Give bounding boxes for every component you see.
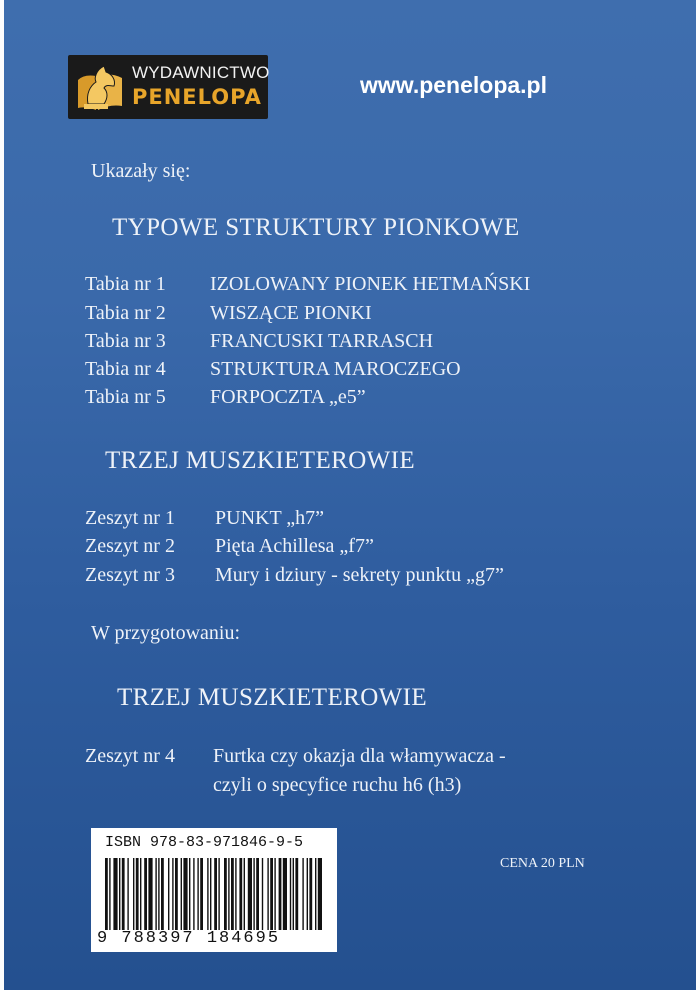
price-label: CENA 20 PLN [500, 856, 585, 871]
series3-item-title-line1: Furtka czy okazja dla włamywacza - [213, 745, 506, 767]
series1-item-title: FORPOCZTA „e5” [210, 386, 366, 408]
series1-item-label: Tabia nr 5 [85, 386, 166, 408]
series1-item-title: WISZĄCE PIONKI [210, 302, 372, 324]
series1-item-title: IZOLOWANY PIONEK HETMAŃSKI [210, 273, 531, 295]
series3-title: TRZEJ MUSZKIETEROWIE [117, 684, 428, 711]
series2-item-title: Pięta Achillesa „f7” [215, 535, 374, 557]
series1-item-label: Tabia nr 1 [85, 273, 166, 295]
series2-item-label: Zeszyt nr 3 [85, 564, 175, 586]
series2-item-title: PUNKT „h7” [215, 507, 325, 529]
series1-item-title: STRUKTURA MAROCZEGO [210, 358, 461, 380]
series1-title: TYPOWE STRUKTURY PIONKOWE [112, 214, 520, 241]
series1-item-label: Tabia nr 3 [85, 330, 166, 352]
series2-item-label: Zeszyt nr 2 [85, 535, 175, 557]
publisher-logo [68, 55, 268, 119]
series2-title: TRZEJ MUSZKIETEROWIE [105, 447, 416, 474]
series3-item-title-line2: czyli o specyfice ruchu h6 (h3) [213, 774, 462, 796]
back-cover [4, 0, 696, 990]
series1-item-label: Tabia nr 4 [85, 358, 166, 380]
series1-item-label: Tabia nr 2 [85, 302, 166, 324]
isbn-text: ISBN 978-83-971846-9-5 [105, 834, 304, 851]
barcode-digits: 9 788397 184695 [97, 929, 281, 948]
series3-item-label: Zeszyt nr 4 [85, 745, 175, 767]
barcode-bars [105, 858, 323, 930]
preparing-intro: W przygotowaniu: [91, 622, 241, 644]
publisher-name-line1: WYDAWNICTWO [132, 63, 270, 82]
series2-item-label: Zeszyt nr 1 [85, 507, 175, 529]
isbn-barcode [91, 828, 337, 952]
website-url: www.penelopa.pl [360, 72, 547, 98]
series1-item-title: FRANCUSKI TARRASCH [210, 330, 434, 352]
publisher-name-line2: PENELOPA [132, 85, 262, 109]
published-intro: Ukazały się: [91, 160, 191, 182]
knight-book-emblem [74, 60, 126, 114]
series2-item-title: Mury i dziury - sekrety punktu „g7” [215, 564, 504, 586]
